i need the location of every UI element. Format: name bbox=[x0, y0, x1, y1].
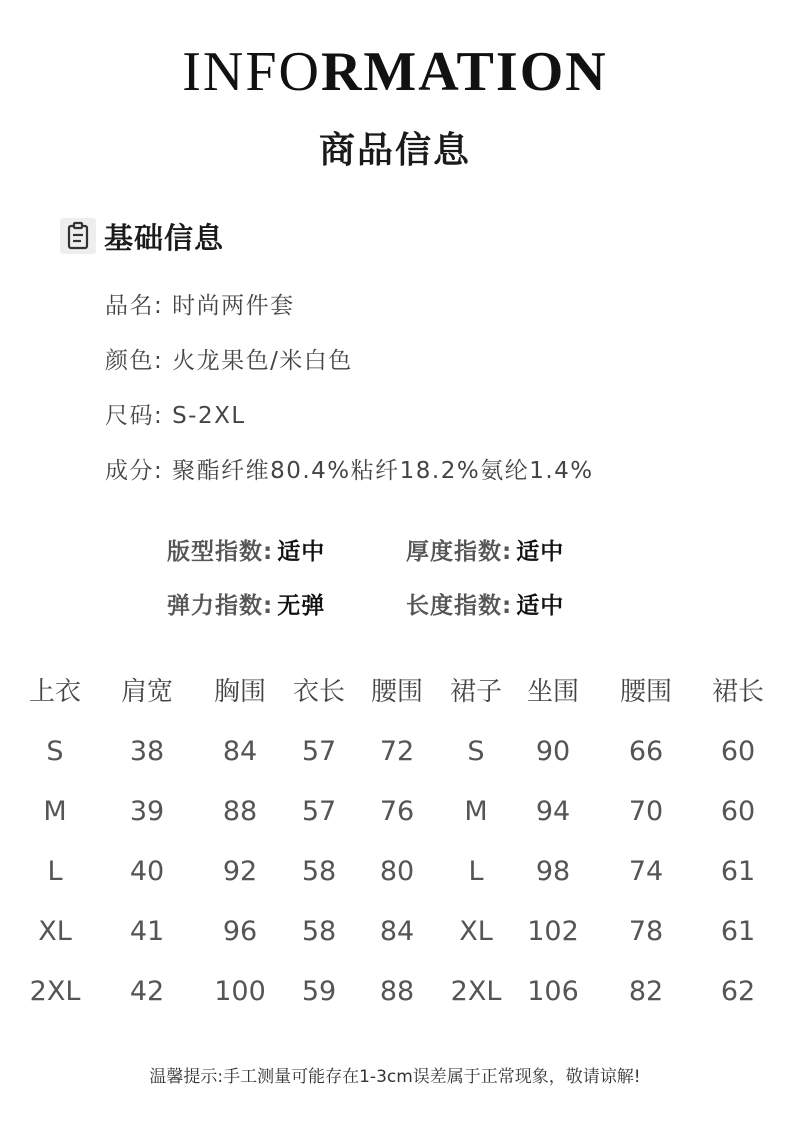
info-label: 颜色: bbox=[105, 348, 164, 374]
table-cell: 96 bbox=[222, 916, 258, 947]
table-cell: 66 bbox=[628, 736, 664, 767]
title-english bbox=[0, 41, 790, 103]
index-label: 长度指数: bbox=[406, 593, 513, 619]
table-cell: 84 bbox=[379, 916, 415, 947]
clipboard-icon bbox=[60, 218, 96, 254]
info-label: 尺码: bbox=[105, 403, 164, 429]
table-cell: 2XL bbox=[450, 976, 502, 1007]
table-cell: 76 bbox=[379, 796, 415, 827]
index-elasticity bbox=[167, 587, 325, 620]
table-cell: S bbox=[46, 736, 64, 767]
info-value: 火龙果色/米白色 bbox=[172, 348, 353, 374]
table-cell: 90 bbox=[535, 736, 571, 767]
header-cell: 衣长 bbox=[292, 677, 346, 707]
table-row bbox=[10, 902, 790, 962]
table-cell: 57 bbox=[301, 796, 337, 827]
table-cell: 60 bbox=[720, 796, 756, 827]
table-cell: 100 bbox=[214, 976, 266, 1007]
table-cell: 2XL bbox=[29, 976, 81, 1007]
table-cell: 38 bbox=[129, 736, 165, 767]
index-thickness bbox=[406, 533, 564, 566]
table-cell: 92 bbox=[222, 856, 258, 887]
table-cell: XL bbox=[459, 916, 493, 947]
table-row bbox=[10, 842, 790, 902]
table-cell: M bbox=[43, 796, 67, 827]
table-cell: 102 bbox=[527, 916, 579, 947]
info-label: 品名: bbox=[105, 293, 164, 319]
table-cell: 80 bbox=[379, 856, 415, 887]
table-cell: 42 bbox=[129, 976, 165, 1007]
index-label: 厚度指数: bbox=[406, 539, 513, 565]
section-title: 基础信息 bbox=[104, 221, 225, 255]
info-value: 聚酯纤维80.4%粘纤18.2%氨纶1.4% bbox=[172, 458, 594, 484]
index-fit bbox=[167, 533, 325, 566]
table-cell: S bbox=[467, 736, 485, 767]
info-row-size bbox=[105, 397, 246, 430]
header-cell: 腰围 bbox=[370, 677, 424, 707]
info-row-name bbox=[105, 287, 295, 320]
header-cell: 裙子 bbox=[449, 677, 503, 707]
table-cell: 61 bbox=[720, 856, 756, 887]
footnote: 温馨提示:手工测量可能存在1-3cm误差属于正常现象，敬请谅解! bbox=[149, 1067, 641, 1087]
table-cell: L bbox=[47, 856, 63, 887]
table-cell: 39 bbox=[129, 796, 165, 827]
table-cell: 84 bbox=[222, 736, 258, 767]
size-table-header bbox=[10, 662, 790, 722]
table-cell: 60 bbox=[720, 736, 756, 767]
table-cell: 88 bbox=[379, 976, 415, 1007]
table-cell: 57 bbox=[301, 736, 337, 767]
info-row-material bbox=[105, 452, 594, 485]
table-cell: L bbox=[468, 856, 484, 887]
header-cell: 坐围 bbox=[526, 677, 580, 707]
index-label: 版型指数: bbox=[167, 539, 274, 565]
index-label: 弹力指数: bbox=[167, 593, 274, 619]
info-value: 时尚两件套 bbox=[172, 293, 295, 319]
header-cell: 肩宽 bbox=[120, 677, 174, 707]
table-cell: 40 bbox=[129, 856, 165, 887]
header-cell: 上衣 bbox=[28, 677, 82, 707]
table-cell: 74 bbox=[628, 856, 664, 887]
title-chinese: 商品信息 bbox=[318, 130, 471, 171]
info-row-color bbox=[105, 342, 353, 375]
index-value: 适中 bbox=[516, 593, 565, 619]
table-row bbox=[10, 962, 790, 1022]
table-cell: 88 bbox=[222, 796, 258, 827]
table-cell: 78 bbox=[628, 916, 664, 947]
header-cell: 胸围 bbox=[213, 677, 267, 707]
title-english-light: INFO bbox=[182, 41, 321, 103]
table-cell: 106 bbox=[527, 976, 579, 1007]
table-cell: 72 bbox=[379, 736, 415, 767]
table-cell: 41 bbox=[129, 916, 165, 947]
table-cell: 61 bbox=[720, 916, 756, 947]
table-cell: 59 bbox=[301, 976, 337, 1007]
table-cell: 98 bbox=[535, 856, 571, 887]
table-cell: 62 bbox=[720, 976, 756, 1007]
table-cell: 94 bbox=[535, 796, 571, 827]
table-row bbox=[10, 782, 790, 842]
index-value: 适中 bbox=[516, 539, 565, 565]
table-row bbox=[10, 722, 790, 782]
table-cell: M bbox=[464, 796, 488, 827]
header-cell: 裙长 bbox=[711, 677, 765, 707]
index-value: 无弹 bbox=[277, 593, 326, 619]
size-table bbox=[10, 662, 790, 1022]
table-cell: XL bbox=[38, 916, 72, 947]
info-value: S-2XL bbox=[172, 403, 246, 429]
table-cell: 70 bbox=[628, 796, 664, 827]
info-label: 成分: bbox=[105, 458, 164, 484]
title-english-bold: RMATION bbox=[320, 41, 608, 103]
index-length bbox=[406, 587, 564, 620]
header-cell: 腰围 bbox=[619, 677, 673, 707]
table-cell: 82 bbox=[628, 976, 664, 1007]
table-cell: 58 bbox=[301, 856, 337, 887]
index-value: 适中 bbox=[277, 539, 326, 565]
table-cell: 58 bbox=[301, 916, 337, 947]
